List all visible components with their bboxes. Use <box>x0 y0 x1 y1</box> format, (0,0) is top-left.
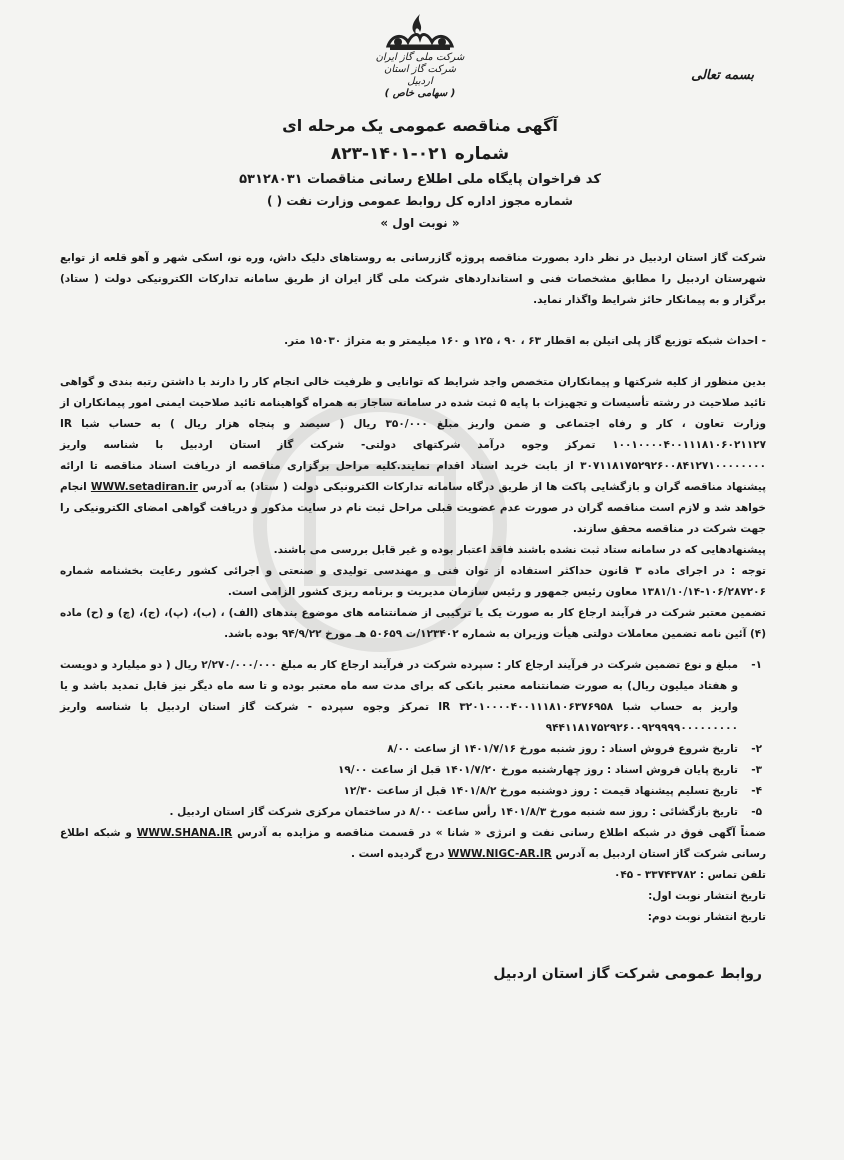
conditions-paragraph <box>60 372 766 540</box>
tender-number: شماره ۰۲۱-۱۴۰۱-۸۲۳ <box>330 144 510 164</box>
list-item: ۴- تاریخ تسلیم پیشنهاد قیمت : روز دوشنبه مورخ ۱۴۰۱/۸/۲ قبل از ساعت ۱۲/۳۰ <box>343 785 762 797</box>
intro-paragraph: شرکت گاز استان اردبیل در نظر دارد بصورت مناقصه پروژه گازرسانی به روستاهای دلیک داش، وره نو، اسکی شهر و آهو قلعه از توابع شهرستان اردبیل را مطابق مشخصات فنی و استانداردهای شرکت ملی گاز ایران از طریق سامانه تدارکات الکترونیکی دولت ( ستاد) برگزار و به پیمانکار حائز شرایط واگذار نماید. <box>60 252 766 306</box>
logo-line-2: شرکت گاز استان اردبیل <box>383 64 457 87</box>
first-publication-date: تاریخ انتشار نوبت اول: <box>648 890 766 902</box>
company-logo <box>372 12 468 104</box>
unregistered-note: پیشنهادهایی که در سامانه ستاد ثبت نشده باشند فاقد اعتبار بوده و غیر قابل بررسی می باشند. <box>273 544 766 556</box>
notice-body <box>60 248 766 928</box>
publication-paragraph: ضمناً آگهی فوق در شبکه اطلاع رسانی نفت و انرژی « شانا » در قسمت مناقصه و مزایده به آدرس WWW.SHANA.IR و شبکه اطلاع رسانی شرکت گاز استان اردبیل به آدرس WWW.NIGC-AR.IR درج گردیده است . <box>60 827 767 860</box>
scope-paragraph: - احداث شبکه توزیع گاز پلی اتیلن به اقطار ۶۳ ، ۹۰ ، ۱۲۵ و ۱۶۰ میلیمتر و به متراژ ۱۵۰۳۰ متر. <box>284 335 766 347</box>
signature-line: روابط عمومی شرکت گاز استان اردبیل <box>493 966 762 982</box>
flame-emblem-icon <box>378 12 462 52</box>
logo-line-3: ( سهامی خاص ) <box>384 88 456 99</box>
shana-link[interactable]: WWW.SHANA.IR <box>136 827 233 839</box>
tender-title: آگهی مناقصه عمومی یک مرحله ای <box>282 116 558 135</box>
list-item: ۵- تاریخ بازگشائی : روز سه شنبه مورخ ۱۴۰۱/۸/۳ رأس ساعت ۸/۰۰ در ساختمان مرکزی شرکت گاز استان اردبیل . <box>169 806 762 818</box>
contact-phone: تلفن تماس : ۳۳۷۴۳۷۸۲ - ۰۴۵ <box>613 869 766 881</box>
second-publication-date: تاریخ انتشار نوبت دوم: <box>647 911 766 923</box>
conditions-tail: انجام خواهد شد و لازم است مناقصه گران در صورت عدم عضویت قبلی مراحل ثبت نام در سایت مذکور و دریافت گواهی امضای الکترونیکی را جهت شرکت در مناقصه محقق سازند. <box>60 481 766 535</box>
tender-code: کد فراخوان پایگاه ملی اطلاع رسانی مناقصات ۵۳۱۲۸۰۳۱ <box>239 172 601 187</box>
list-item: ۱- مبلغ و نوع تضمین شرکت در فرآیند ارجاع کار : سپرده شرکت در فرآیند ارجاع کار به مبلغ ۲/۲۷۰/۰۰۰/۰۰۰ ریال ( دو میلیارد و دویست و هفتاد میلیون ریال) به صورت ضمانتنامه معتبر بانکی که برای مدت سه ماه معتبر بوده و تا سه ماه دیگر نیز قابل تمدید باشد و یا واریز به حساب شبا IR ۳۲۰۱۰۰۰۰۴۰۰۱۱۱۸۱۰۶۳۷۶۹۵۸ تمرکز وجوه سپرده - شرکت گاز استان اردبیل با شناسه واریز ۹۴۴۱۱۸۱۷۵۲۹۲۶۰۰۹۲۹۹۹۹۰۰۰۰۰۰۰۰۰ <box>60 659 762 734</box>
logo-line-1: شرکت ملی گاز ایران <box>375 52 465 63</box>
bismillah-heading: بسمه تعالی <box>691 68 754 83</box>
attention-paragraph: توجه : در اجرای ماده ۳ قانون حداکثر استفاده از توان فنی و مهندسی تولیدی و صنعتی و اجرائی کشور رعایت بخشنامه شماره ۱۰۶/۲۸۷۲۰۶-۱۳۸۱/۱۰/۱۴ معاون رئیس جمهور و رئیس سازمان مدیریت و برنامه ریزی کشور الزامی است. <box>60 565 766 598</box>
publication-round: « نوبت اول » <box>380 216 460 230</box>
conditions-text: بدین منظور از کلیه شرکتها و پیمانکاران متخصص واجد شرایط که توانایی و ظرفیت خالی انجام کار را دارند با داشتن رتبه بندی و گواهی تائید صلاحیت در رشته تأسیسات و تجهیزات با پایه ۵ ثبت شده در سامانه ساجار به همراه گواهینامه تائید صلاحیت ایمنی امور پیمانکاران از وزارت تعاون ، کار و رفاه اجتماعی و ضمن واریز مبلغ ۳۵۰/۰۰۰ ریال ( سیصد و پنجاه هزار ریال ) به حساب شبا IR ۱۰۰۱۰۰۰۰۴۰۰۱۱۱۸۱۰۶۰۲۱۱۲۷ تمرکز وجوه درآمد شرکتهای دولتی- شرکت گاز استان اردبیل با شناسه واریز ۳۰۷۱۱۸۱۷۵۲۹۲۶۰۰۸۴۱۲۷۱۰۰۰۰۰۰۰۰ از بابت خرید اسناد اقدام نمایند.کلیه مراحل برگزاری مناقصه از دریافت اسناد مناقصه تا ارائه پیشنهاد مناقصه گران و بازگشایی پاکت ها از طریق درگاه سامانه تدارکات الکترونیکی دولت ( ستاد) به آدرس <box>60 376 767 493</box>
list-item: ۳- تاریخ پایان فروش اسناد : روز چهارشنبه مورخ ۱۴۰۱/۷/۲۰ قبل از ساعت ۱۹/۰۰ <box>337 764 762 776</box>
permit-number: شماره مجوز اداره کل روابط عمومی وزارت نفت ( ) <box>267 194 573 208</box>
guarantee-paragraph: تضمین معتبر شرکت در فرآیند ارجاع کار به صورت یک یا ترکیبی از ضمانتنامه های موضوع بندهای (الف) ، (ب)، (پ)، (ج)، (چ) و (ح) ماده (۴) آئین نامه تضمین معاملات دولتی هیأت وزیران به شماره ۱۲۳۴۰۲/ت ۵۰۶۵۹ هـ مورخ ۹۴/۹/۲۲ بوده باشد. <box>60 607 766 640</box>
nigc-link[interactable]: WWW.NIGC-AR.IR <box>447 848 552 860</box>
list-item: ۲- تاریخ شروع فروش اسناد : روز شنبه مورخ ۱۴۰۱/۷/۱۶ از ساعت ۸/۰۰ <box>387 743 762 755</box>
setad-link[interactable]: WWW.setadiran.ir <box>90 481 198 493</box>
